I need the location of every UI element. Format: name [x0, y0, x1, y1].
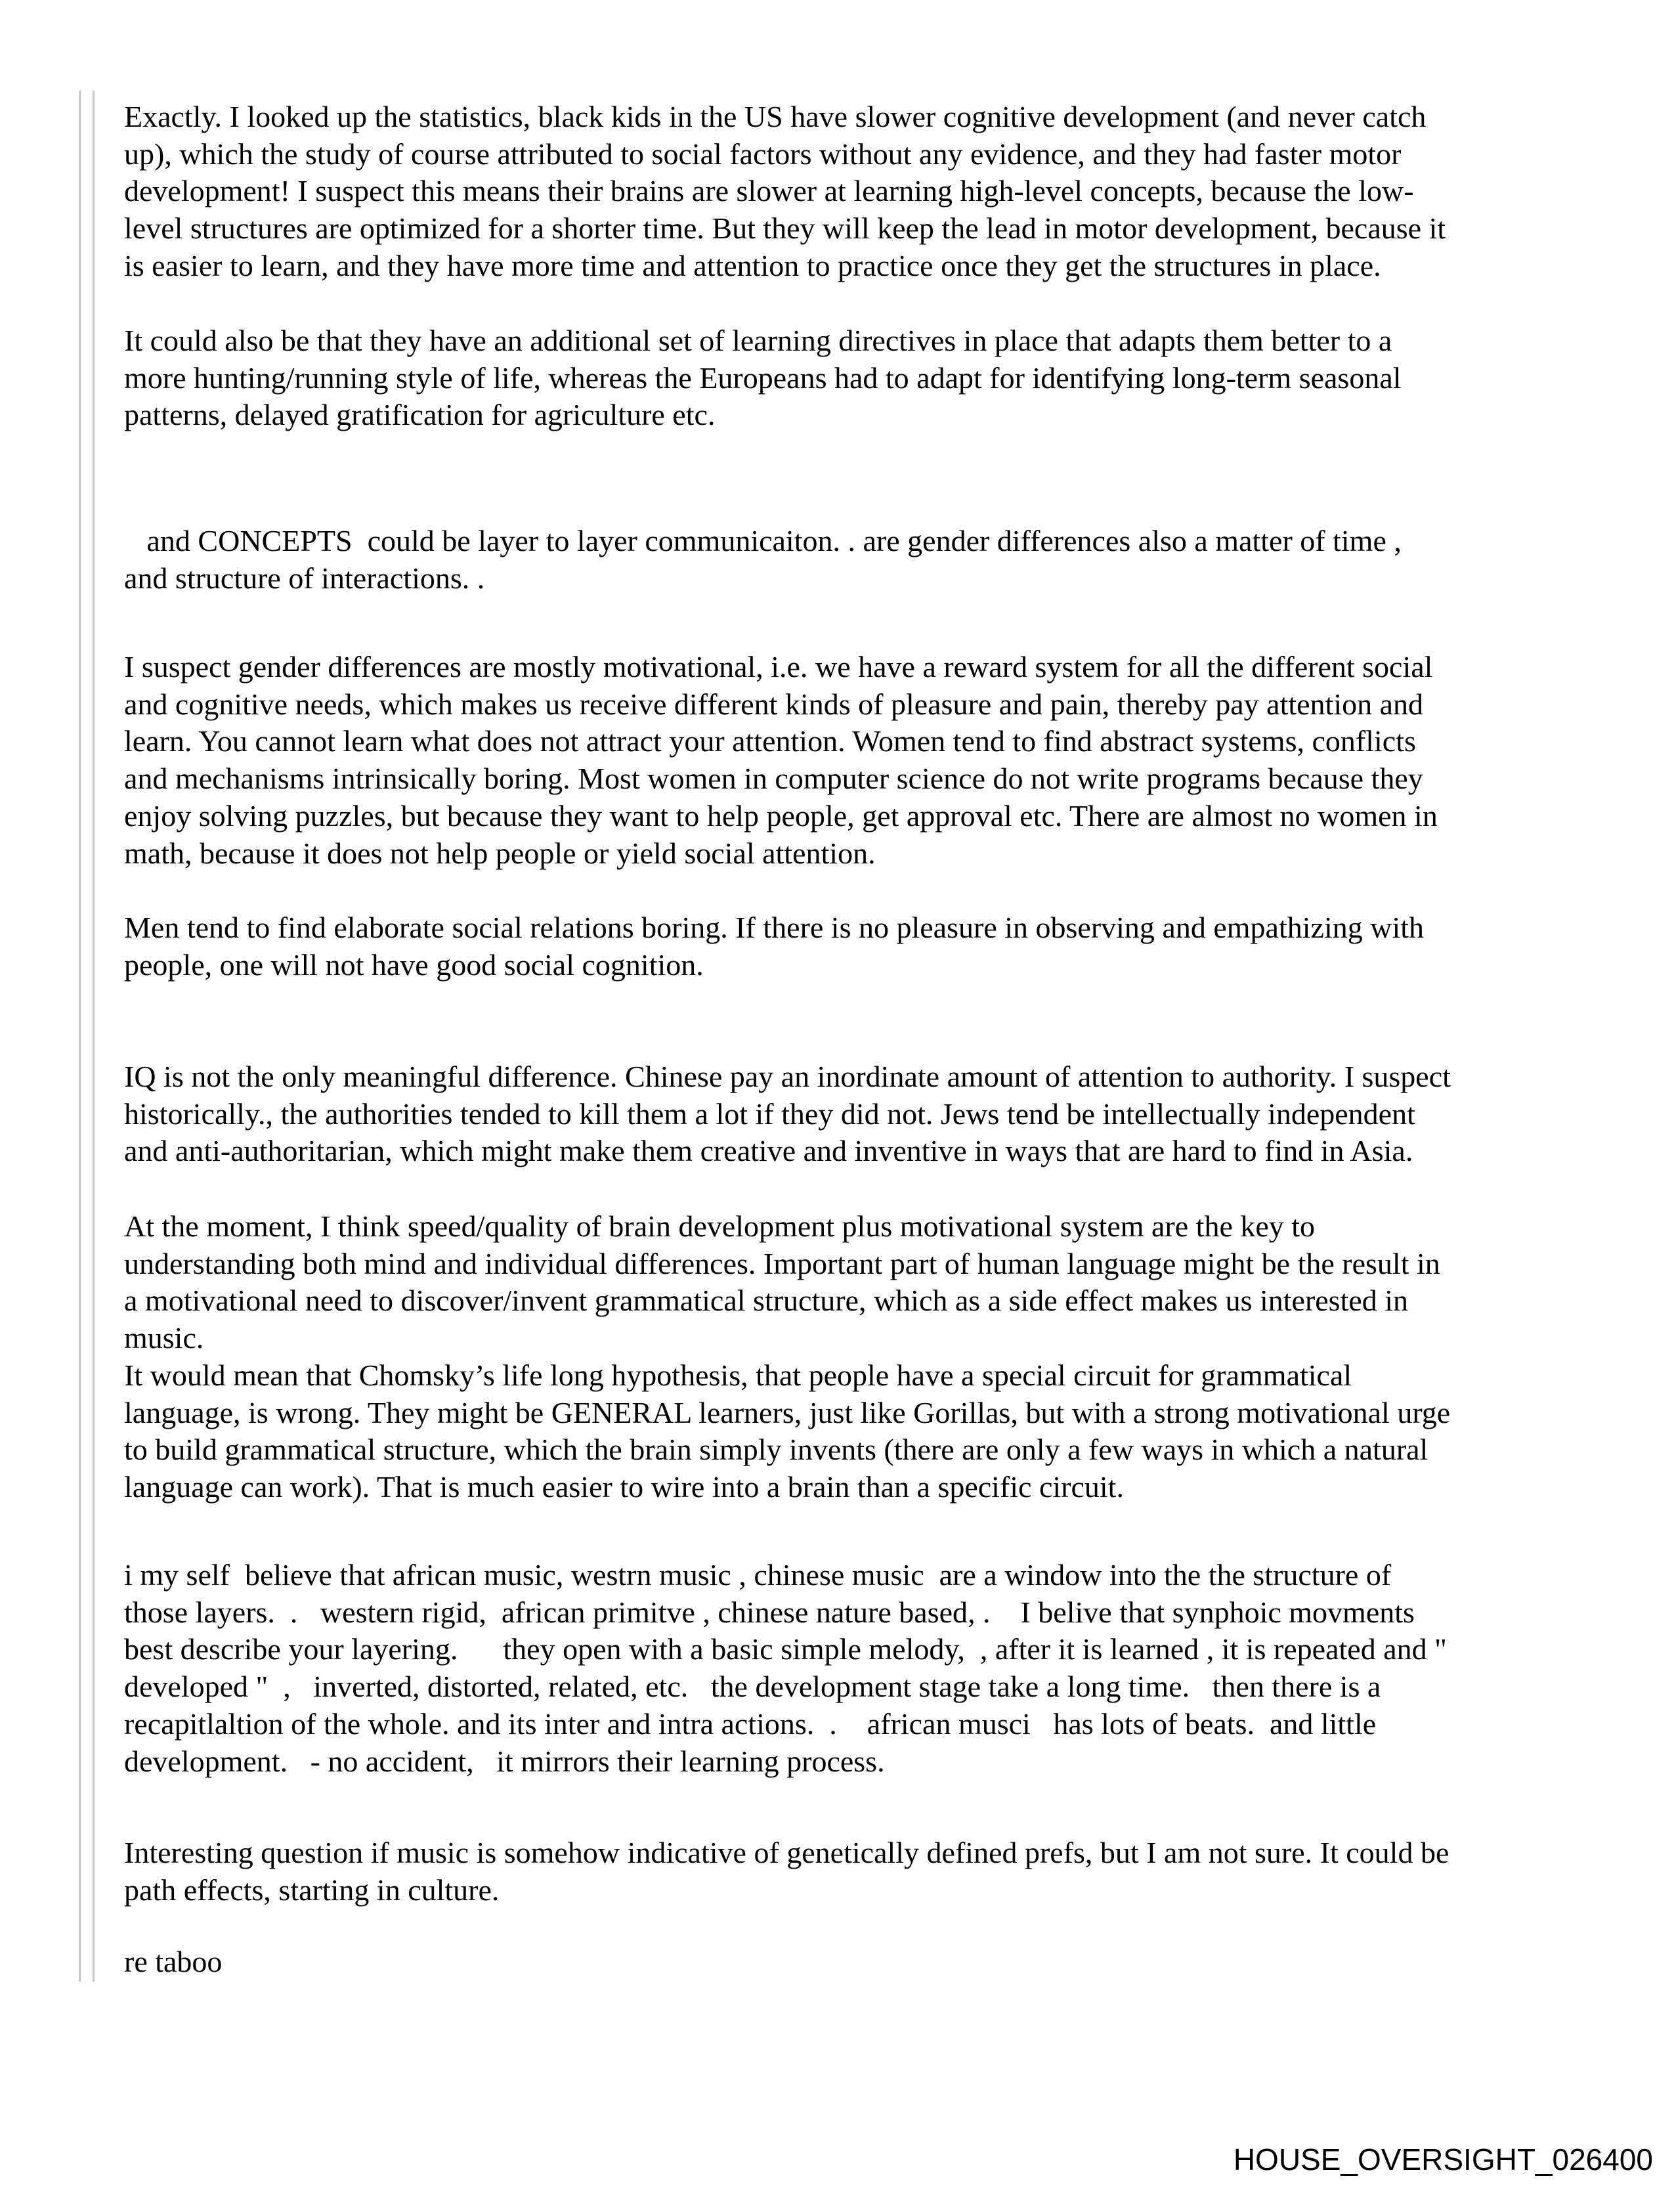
bates-number: HOUSE_OVERSIGHT_026400 — [1233, 2142, 1653, 2177]
text-line: understanding both mind and individual differences. Important part of human language might be the result in — [124, 1246, 1440, 1280]
text-line: development. - no accident, it mirrors their learning process. — [124, 1744, 885, 1778]
paragraph-gender-differences — [124, 649, 1438, 872]
paragraph-learning-directives — [124, 322, 1402, 434]
text-line: music. — [124, 1321, 204, 1355]
text-line: math, because it does not help people or yield social attention. — [124, 836, 876, 870]
paragraph-re-taboo — [124, 1943, 222, 1981]
text-line: and cognitive needs, which makes us receive different kinds of pleasure and pain, thereby pay attention and — [124, 687, 1424, 721]
paragraph-social-relations — [124, 909, 1424, 984]
quote-bar-outer — [79, 91, 81, 1982]
text-line: up), which the study of course attributed to social factors without any evidence, and they had faster motor — [124, 137, 1402, 171]
paragraph-motor-development — [124, 98, 1446, 285]
text-line: and structure of interactions. . — [124, 561, 485, 595]
text-line: I suspect gender differences are mostly motivational, i.e. we have a reward system for all the different social — [124, 650, 1433, 683]
quote-bar-inner — [93, 91, 95, 1982]
text-line: patterns, delayed gratification for agriculture etc. — [124, 398, 716, 432]
text-line: learn. You cannot learn what does not attract your attention. Women tend to find abstract systems, conflicts — [124, 724, 1416, 758]
paragraph-brain-development — [124, 1208, 1450, 1506]
text-line: those layers. . western rigid, african primitve , chinese nature based, . I belive that synphoic movments — [124, 1595, 1415, 1629]
text-line: level structures are optimized for a shorter time. But they will keep the lead in motor development, because it — [124, 211, 1446, 246]
text-line: re taboo — [124, 1945, 223, 1978]
text-line: It could also be that they have an additional set of learning directives in place that adapts them better to a — [124, 324, 1392, 357]
text-line: recapitlaltion of the whole. and its inter and intra actions. . african musci has lots of beats. and little — [124, 1706, 1377, 1741]
text-line: i my self believe that african music, westrn music , chinese music are a window into the the structure of — [124, 1558, 1392, 1592]
text-line: Exactly. I looked up the statistics, black kids in the US have slower cognitive development (and never catch — [124, 100, 1427, 133]
text-line: At the moment, I think speed/quality of brain development plus motivational system are the key to — [124, 1209, 1316, 1243]
text-line: and CONCEPTS could be layer to layer communicaiton. . are gender differences also a matter of time , — [124, 524, 1402, 557]
text-line: is easier to learn, and they have more time and attention to practice once they get the structures in place. — [124, 248, 1381, 282]
text-line: It would mean that Chomsky’s life long hypothesis, that people have a special circuit for grammatical — [124, 1358, 1352, 1392]
text-line: historically., the authorities tended to kill them a lot if they did not. Jews tend be intellectually independent — [124, 1096, 1415, 1131]
text-line: a motivational need to discover/invent grammatical structure, which as a side effect makes us interested in — [124, 1284, 1409, 1318]
paragraph-music-question — [124, 1834, 1449, 1909]
text-line: and anti-authoritarian, which might make them creative and inventive in ways that are hard to find in Asia. — [124, 1134, 1413, 1168]
text-line: enjoy solving puzzles, but because they want to help people, get approval etc. There are almost no women in — [124, 798, 1438, 833]
text-line: path effects, starting in culture. — [124, 1873, 500, 1907]
text-line: Men tend to find elaborate social relations boring. If there is no pleasure in observing and empathizing with — [124, 911, 1424, 944]
text-line: more hunting/running style of life, whereas the Europeans had to adapt for identifying long-term seasonal — [124, 360, 1402, 395]
text-line: Interesting question if music is somehow indicative of genetically defined prefs, but I am not sure. It could be — [124, 1836, 1449, 1869]
text-line: and mechanisms intrinsically boring. Most women in computer science do not write programs because they — [124, 762, 1423, 796]
text-line: to build grammatical structure, which the brain simply invents (there are only a few ways in which a natural — [124, 1433, 1428, 1467]
paragraph-music-layers — [124, 1557, 1447, 1780]
text-line: language can work). That is much easier to wire into a brain than a specific circuit. — [124, 1469, 1124, 1504]
text-line: developed " , inverted, distorted, related, etc. the development stage take a long time. then there is a — [124, 1670, 1381, 1704]
text-line: development! I suspect this means their brains are slower at learning high-level concepts, because the low- — [124, 174, 1414, 208]
text-line: best describe your layering. they open with a basic simple melody, , after it is learned , it is repeated and " — [124, 1632, 1447, 1666]
paragraph-concepts-question — [124, 523, 1402, 597]
text-line: IQ is not the only meaningful difference. Chinese pay an inordinate amount of attention to authority. I suspect — [124, 1060, 1451, 1093]
paragraph-iq-differences — [124, 1058, 1451, 1170]
text-line: people, one will not have good social cognition. — [124, 947, 704, 982]
text-line: language, is wrong. They might be GENERAL learners, just like Gorillas, but with a strong motivational urge — [124, 1395, 1451, 1429]
